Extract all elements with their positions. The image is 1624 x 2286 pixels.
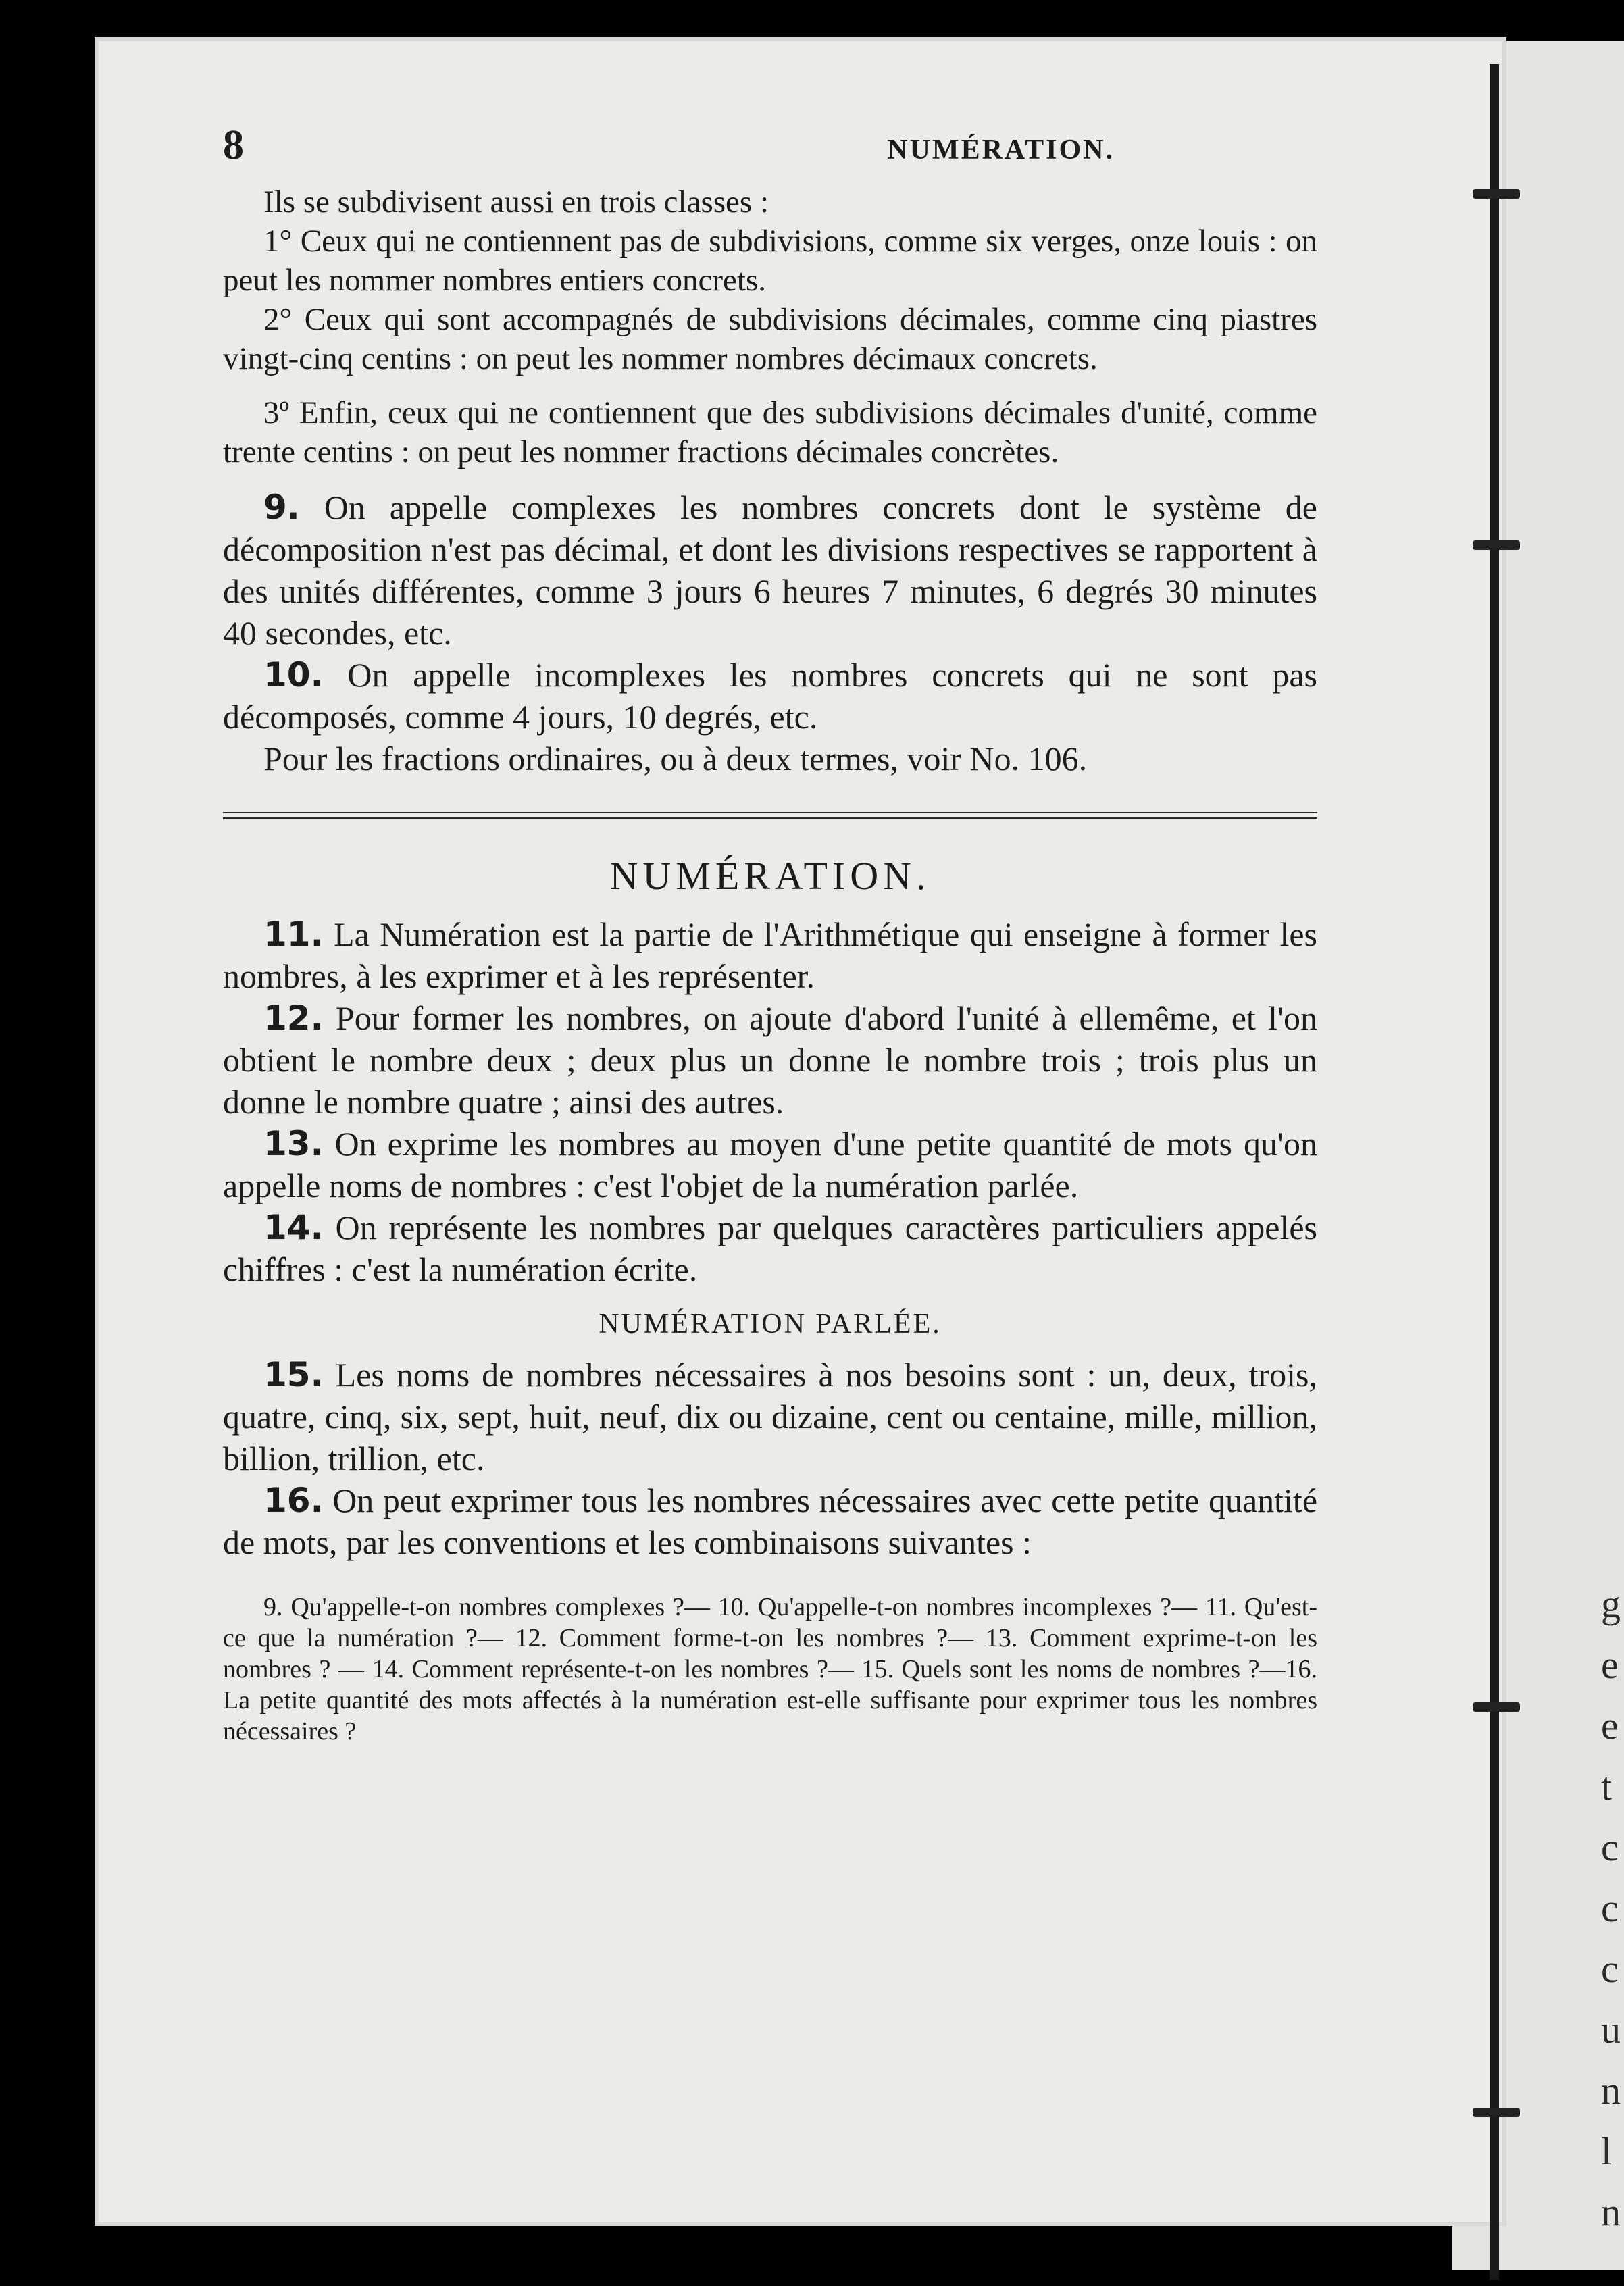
- binding-stitch: [1473, 540, 1520, 550]
- numbered-paragraph: [223, 1479, 1317, 1563]
- footnote-text: 9. Qu'appelle-t-on nombres complexes ?— 10. Qu'appelle-t-on nombres incomplexes ?— 11. Qu'est-ce que la numération ?— 12. Comment forme-t-on les nombres ?— 13. Comment exprime-t-on les nombres ? — 14. Comment représente-t-on les nombres ?— 15. Quels sont les noms de nombres ?—16. La petite quantité des mots affectés à la numération est-elle suffisante pour exprimer tous les nombres nécessaires ?: [223, 1593, 1317, 1746]
- edge-letter: l: [1601, 2129, 1613, 2173]
- edge-letter: t: [1601, 1764, 1613, 1808]
- numbered-paragraph: [223, 997, 1317, 1123]
- page-number: 8: [223, 122, 244, 168]
- paragraph-number: 13.: [263, 1124, 324, 1163]
- rule-line: [223, 817, 1317, 819]
- fractions-note: Pour les fractions ordinaires, ou à deux termes, voir No. 106.: [263, 740, 1088, 778]
- section-title: NUMÉRATION.: [609, 854, 931, 898]
- paragraph-text: On peut exprimer tous les nombres nécessaires avec cette petite quantité de mots, par les conventions et les combinaisons suivantes :: [223, 1481, 1318, 1561]
- paragraph-number: 11.: [263, 915, 324, 954]
- paragraph-text: On appelle incomplexes les nombres concrets qui ne sont pas décomposés, comme 4 jours, 10 degrés, etc.: [223, 656, 1318, 736]
- numbered-paragraph: [223, 486, 1317, 654]
- edge-letter: c: [1601, 1886, 1619, 1930]
- page-text: [223, 122, 1317, 1747]
- numbered-paragraph: [223, 1354, 1317, 1479]
- edge-letter: e: [1601, 1643, 1619, 1687]
- edge-letter: n: [1601, 2190, 1621, 2234]
- edge-letter: c: [1601, 1825, 1619, 1869]
- rule-line: [223, 812, 1317, 813]
- paragraphs-bottom: [223, 1354, 1317, 1563]
- paragraphs-top: [223, 486, 1317, 738]
- class-2: 2° Ceux qui sont accompagnés de subdivisions décimales, comme cinq piastres vingt-cinq centins : on peut les nommer nombres décimaux concrets.: [223, 302, 1317, 376]
- paragraph-number: 10.: [263, 655, 324, 694]
- paragraph-text: La Numération est la partie de l'Arithmétique qui enseigne à former les nombres, à les exprimer et à les représenter.: [223, 915, 1318, 995]
- edge-letter: g: [1601, 1582, 1621, 1626]
- facing-page-letters: [1601, 1574, 1624, 2243]
- paragraph-number: 12.: [263, 998, 324, 1038]
- edge-letter: c: [1601, 1947, 1619, 1991]
- paragraph-number: 15.: [263, 1355, 324, 1394]
- paragraph-text: On appelle complexes les nombres concrets dont le système de décomposition n'est pas décimal, et dont les divisions respectives se rapportent à des unités différentes, comme 3 jours 6 heures 7 minutes, 6 degrés 30 minutes 40 secondes, etc.: [223, 488, 1317, 652]
- paragraph-number: 14.: [263, 1208, 324, 1247]
- numbered-paragraph: [223, 654, 1317, 738]
- paragraph-text: On représente les nombres par quelques caractères particuliers appelés chiffres : c'est la numération écrite.: [223, 1209, 1317, 1288]
- binding-stitch: [1473, 2108, 1520, 2117]
- book-spine: [1490, 64, 1499, 2280]
- numbered-paragraph: [223, 913, 1317, 997]
- paragraph-text: Pour former les nombres, on ajoute d'abord l'unité à ellemême, et l'on obtient le nombre deux ; deux plus un donne le nombre trois ; trois plus un donne le nombre quatre ; ainsi des autres.: [223, 999, 1318, 1121]
- edge-letter: u: [1601, 2008, 1621, 2052]
- classes-intro: [223, 182, 1317, 472]
- binding-stitch: [1473, 1702, 1520, 1712]
- edge-letter: n: [1601, 2068, 1621, 2112]
- paragraphs-mid: [223, 913, 1317, 1290]
- footnotes: [223, 1592, 1317, 1747]
- paragraph-number: 16.: [263, 1481, 324, 1520]
- class-1: 1° Ceux qui ne contiennent pas de subdivisions, comme six verges, onze louis : on peut les nommer nombres entiers concrets.: [223, 224, 1317, 298]
- subsection-title: NUMÉRATION PARLÉE.: [599, 1309, 942, 1340]
- running-head: NUMÉRATION.: [887, 134, 1115, 166]
- edge-letter: e: [1601, 1704, 1619, 1748]
- subdivide-line: Ils se subdivisent aussi en trois classes :: [263, 184, 769, 220]
- page-header: [223, 122, 1317, 182]
- numbered-paragraph: [223, 1123, 1317, 1206]
- binding-stitch: [1473, 189, 1520, 199]
- double-rule: [223, 812, 1317, 819]
- class-3: 3º Enfin, ceux qui ne contiennent que des subdivisions décimales d'unité, comme trente centins : on peut les nommer fractions décimales concrètes.: [223, 395, 1317, 469]
- paragraph-number: 9.: [263, 488, 300, 527]
- numbered-paragraph: [223, 1206, 1317, 1290]
- paragraph-text: Les noms de nombres nécessaires à nos besoins sont : un, deux, trois, quatre, cinq, six, sept, huit, neuf, dix ou dizaine, cent ou centaine, mille, million, billion, trillion, etc.: [223, 1356, 1318, 1477]
- paragraph-text: On exprime les nombres au moyen d'une petite quantité de mots qu'on appelle noms de nombres : c'est l'objet de la numération parlée.: [223, 1125, 1318, 1204]
